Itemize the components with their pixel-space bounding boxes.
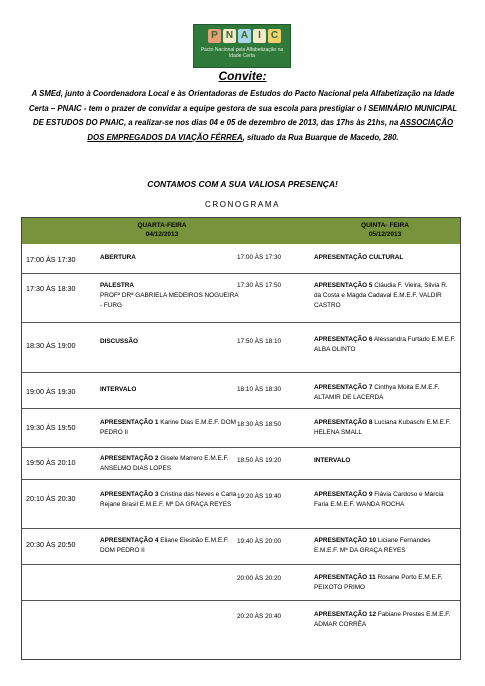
activity-details: Cláudia F. Vieira, Silvia R. da Costa e Magda Cadaval E.M.E.F. VALDIR CASTRO xyxy=(314,282,448,309)
cronograma-title: CRONOGRAMA xyxy=(204,200,281,209)
header-day-2 xyxy=(330,221,440,239)
activity-details: Cristina das Neves e Carla Rejane Brasil E.M.E.F. Mª DA GRAÇA REYES xyxy=(100,491,237,508)
time-day-2: 19:40 ÀS 20:00 xyxy=(237,538,282,545)
time-day-2: 17:30 ÀS 17:50 xyxy=(237,282,282,289)
time-day-1: 18:30 ÀS 19:00 xyxy=(26,341,76,350)
activity-details: PROFª DRª GABRIELA MEDEIROS NOGUEIRA - FURG xyxy=(100,292,239,309)
schedule-row xyxy=(22,373,460,409)
logo-letter: A xyxy=(238,29,251,43)
schedule-row xyxy=(22,274,460,323)
activity-title: PALESTRA xyxy=(100,282,134,289)
time-day-2: 17:00 ÀS 17:30 xyxy=(237,254,282,261)
time-day-2: 20:20 ÀS 20:40 xyxy=(237,613,282,620)
activity-details: Karine Dias E.M.E.F. DOM PEDRO II xyxy=(100,419,236,436)
activity-day-1 xyxy=(100,418,240,438)
header-day-2-date: 05/12/2013 xyxy=(368,231,402,238)
header-day-1-name: QUARTA-FEIRA xyxy=(137,222,187,229)
activity-day-2 xyxy=(314,456,456,466)
activity-day-1 xyxy=(100,253,240,263)
logo-letter: N xyxy=(223,29,236,43)
logo-letter: C xyxy=(268,29,281,43)
activity-details: Eliane Elesbão E.M.E.F. DOM PEDRO II xyxy=(100,537,229,554)
header-day-2-name: QUINTA- FEIRA xyxy=(361,222,409,229)
activity-title: APRESENTAÇÃO 5 xyxy=(314,282,373,289)
schedule-row xyxy=(22,323,460,373)
invite-text-part1: A SMEd, junto à Coordenadora Local e às Orientadoras de Estudos do Pacto Nacional pela Alfabetização na Idade Certa – PNAIC - tem o prazer de convidar a equipe gestora de sua escola para prestigiar o I SEMINÁRIO MUNICIPAL DE ESTUDOS DO PNAIC, a realizar-se nos dias 04 e 05 de dezembro de 2013, das 17hs às 21hs, na xyxy=(28,89,458,127)
activity-details: Rosane Porto E.M.E.F. PEIXOTO PRIMO xyxy=(314,574,443,591)
pnaic-logo xyxy=(193,24,291,68)
schedule-row xyxy=(22,480,460,529)
invite-text-part2: , situado da Rua Buarque de Macedo, 280. xyxy=(242,132,399,142)
activity-day-1 xyxy=(100,490,240,510)
activity-title: INTERVALO xyxy=(100,386,137,393)
activity-title: APRESENTAÇÃO 9 xyxy=(314,491,373,498)
schedule-row xyxy=(22,565,460,601)
activity-title: APRESENTAÇÃO 8 xyxy=(314,419,373,426)
schedule-row xyxy=(22,601,460,659)
venue-name: ASSOCIAÇÃO DOS EMPREGADOS DA VIAÇÃO FÉRREA xyxy=(87,118,454,142)
header-day-1-date: 04/12/2013 xyxy=(145,231,179,238)
activity-day-2 xyxy=(314,490,456,510)
logo-subtitle: Pacto Nacional pela Alfabetização na Idade Certa xyxy=(200,47,284,59)
activity-title: APRESENTAÇÃO 6 xyxy=(314,336,373,343)
time-day-1: 19:30 ÀS 19:50 xyxy=(26,423,76,432)
time-day-2: 18:50 ÀS 19:20 xyxy=(237,457,282,464)
activity-day-2 xyxy=(314,335,456,355)
activity-details: Liciane Fernandes E.M.E.F. Mª DA GRAÇA REYES xyxy=(314,537,431,554)
activity-day-1 xyxy=(100,281,240,311)
activity-details: Flávia Cardoso e Márcia Faria E.M.E.F. WANDA ROCHA xyxy=(314,491,444,508)
logo-letter: P xyxy=(208,29,221,43)
time-day-2: 19:20 ÀS 19:40 xyxy=(237,493,282,500)
activity-title: INTERVALO xyxy=(314,457,351,464)
schedule-row xyxy=(22,409,460,448)
activity-day-1 xyxy=(100,536,240,556)
activity-title: ABERTURA xyxy=(100,254,136,261)
activity-title: APRESENTAÇÃO 2 xyxy=(100,455,159,462)
schedule-row xyxy=(22,448,460,480)
activity-title: APRESENTAÇÃO 4 xyxy=(100,537,159,544)
activity-day-2 xyxy=(314,610,456,630)
activity-title: APRESENTAÇÃO 11 xyxy=(314,574,376,581)
logo-letter: I xyxy=(253,29,266,43)
activity-day-1 xyxy=(100,337,240,347)
activity-details: Alessandra Furtado E.M.E.F. ALBA OLINTO xyxy=(314,336,456,353)
activity-details: Cinthya Moita E.M.E.F. ALTAMIR DE LACERDA xyxy=(314,384,440,401)
schedule-row xyxy=(22,244,460,274)
activity-day-2 xyxy=(314,573,456,593)
activity-title: APRESENTAÇÃO 1 xyxy=(100,419,159,426)
time-day-1: 20:30 ÀS 20:50 xyxy=(26,540,76,549)
time-day-1: 17:00 ÀS 17:30 xyxy=(26,255,76,264)
header-day-1 xyxy=(107,221,217,239)
logo-letters xyxy=(208,29,281,43)
time-day-1: 19:00 ÀS 19:30 xyxy=(26,387,76,396)
activity-day-2 xyxy=(314,536,456,556)
time-day-2: 20:00 ÀS 20:20 xyxy=(237,575,282,582)
activity-title: APRESENTAÇÃO 3 xyxy=(100,491,159,498)
activity-title: APRESENTAÇÃO CULTURAL xyxy=(314,254,404,261)
time-day-2: 18:10 ÀS 18:30 xyxy=(237,386,282,393)
invite-text xyxy=(28,87,458,145)
schedule-header xyxy=(22,218,460,244)
activity-day-2 xyxy=(314,383,456,403)
activity-title: APRESENTAÇÃO 12 xyxy=(314,611,377,618)
time-day-1: 17:30 ÀS 18:30 xyxy=(26,284,76,293)
time-day-2: 18:30 ÀS 18:50 xyxy=(237,421,282,428)
activity-details: Fabiane Prestes E.M.E.F. ADMAR CORRÊA xyxy=(314,611,451,628)
activity-title: DISCUSSÃO xyxy=(100,338,138,345)
activity-day-2 xyxy=(314,418,456,438)
activity-day-1 xyxy=(100,385,240,395)
time-day-1: 20:10 ÀS 20:30 xyxy=(26,494,76,503)
activity-day-2 xyxy=(314,253,456,263)
appeal-text: CONTAMOS COM A SUA VALIOSA PRESENÇA! xyxy=(147,179,338,189)
activity-details: Gisele Marrero E.M.E.F. ANSELMO DIAS LOPES xyxy=(100,455,229,472)
schedule-row xyxy=(22,529,460,565)
time-day-1: 19:50 ÀS 20:10 xyxy=(26,458,76,467)
activity-day-2 xyxy=(314,281,456,311)
activity-title: APRESENTAÇÃO 10 xyxy=(314,537,377,544)
activity-day-1 xyxy=(100,454,240,474)
activity-title: APRESENTAÇÃO 7 xyxy=(314,384,373,391)
activity-details: Luciana Kubaschi E.M.E.F. HELENA SMALL xyxy=(314,419,451,436)
invite-title: Convite: xyxy=(218,69,267,83)
time-day-2: 17:50 ÀS 18:10 xyxy=(237,338,282,345)
